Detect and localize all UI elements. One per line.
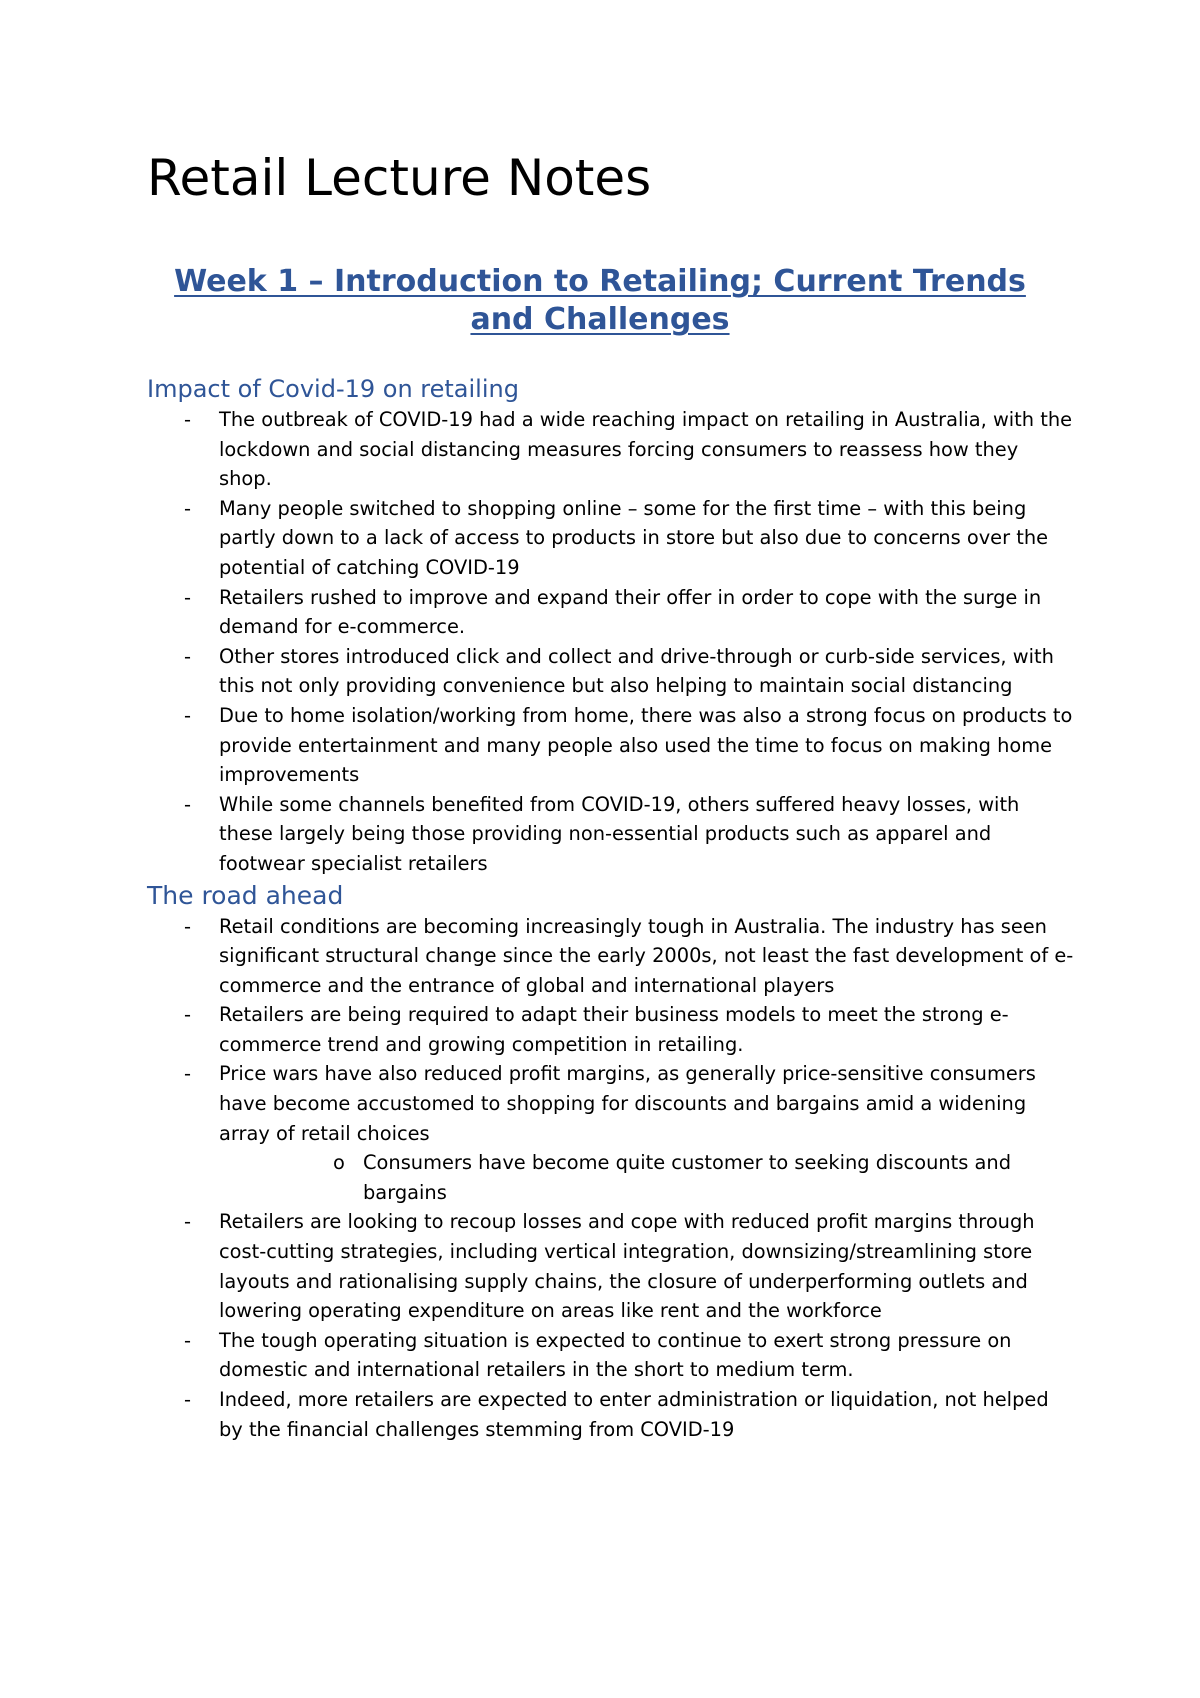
bullet-marker: -: [184, 644, 191, 668]
bullet-marker: -: [184, 1062, 191, 1086]
list-item: [147, 1000, 1077, 1059]
bullet-marker: -: [184, 585, 191, 609]
sub-list-item-text: Consumers have become quite customer to seeking discounts and bargains: [363, 1151, 1012, 1204]
list-item: [147, 790, 1077, 879]
sub-list-item: [219, 1148, 1077, 1207]
sub-bullet-marker: o: [333, 1151, 345, 1175]
bullet-marker: -: [184, 703, 191, 727]
list-item: [147, 494, 1077, 583]
week-heading: Week 1 – Introduction to Retailing; Current Trends and Challenges: [174, 264, 1026, 337]
list-item: [147, 1059, 1077, 1207]
list-item: [147, 642, 1077, 701]
section-heading-covid-impact: Impact of Covid-19 on retailing: [147, 375, 519, 403]
bullet-marker: -: [184, 1328, 191, 1352]
bullet-marker: -: [184, 1003, 191, 1027]
bullet-marker: -: [184, 408, 191, 431]
bullet-marker: -: [184, 914, 191, 938]
bullet-marker: -: [184, 1210, 191, 1234]
list-item: [147, 701, 1077, 790]
document-title: Retail Lecture Notes: [147, 149, 652, 207]
list-item-text: While some channels benefited from COVID-19, others suffered heavy losses, with these largely being those providing non-essential products such as apparel and footwear specialist retailers: [219, 792, 1020, 875]
list-item-text: Retailers rushed to improve and expand their offer in order to cope with the surge in demand for e-commerce.: [219, 585, 1042, 639]
list-item: [147, 1326, 1077, 1385]
list-item-text: The tough operating situation is expected to continue to exert strong pressure on domestic and international retailers in the short to medium term.: [219, 1328, 1012, 1382]
bullet-marker: -: [184, 1388, 191, 1411]
bullet-list-road-ahead: [147, 912, 1077, 1445]
list-item-text: Many people switched to shopping online – some for the first time – with this being partly down to a lack of access to products in store but also due to concerns over the potential of catching COVID-19: [219, 496, 1049, 579]
section-heading-road-ahead: The road ahead: [147, 880, 344, 910]
list-item-text: Retailers are being required to adapt their business models to meet the strong e-commerce trend and growing competition in retailing.: [219, 1003, 1009, 1056]
list-item: [147, 405, 1077, 494]
list-item: [147, 583, 1077, 642]
list-item-text: Retailers are looking to recoup losses and cope with reduced profit margins through cost-cutting strategies, including vertical integration, downsizing/streamlining store layouts and rationalising supply chains, the closure of underperforming outlets and lowering operating expenditure on areas like rent and the workforce: [219, 1210, 1035, 1323]
list-item-text: Retail conditions are becoming increasingly tough in Australia. The industry has seen significant structural change since the early 2000s, not least the fast development of e-commerce and the entrance of global and international players: [219, 914, 1074, 997]
bullet-marker: -: [184, 792, 191, 816]
list-item-text: The outbreak of COVID-19 had a wide reaching impact on retailing in Australia, with the lockdown and social distancing measures forcing consumers to reassess how they shop.: [219, 408, 1073, 491]
sub-bullet-list: [219, 1148, 1077, 1207]
list-item: [147, 912, 1077, 1001]
list-item-text: Due to home isolation/working from home, there was also a strong focus on products to provide entertainment and many people also used the time to focus on making home improvements: [219, 703, 1073, 787]
document-body: [147, 373, 1077, 1444]
list-item-text: Indeed, more retailers are expected to enter administration or liquidation, not helped by the financial challenges stemming from COVID-19: [219, 1388, 1049, 1441]
list-item: [147, 1385, 1077, 1444]
bullet-marker: -: [184, 496, 191, 520]
bullet-list-covid-impact: [147, 405, 1077, 879]
list-item-text: Other stores introduced click and collect and drive-through or curb-side services, with this not only providing convenience but also helping to maintain social distancing: [219, 644, 1054, 698]
list-item: [147, 1207, 1077, 1325]
list-item-text: Price wars have also reduced profit margins, as generally price-sensitive consumers have become accustomed to shopping for discounts and bargains amid a widening array of retail choices: [219, 1062, 1036, 1145]
